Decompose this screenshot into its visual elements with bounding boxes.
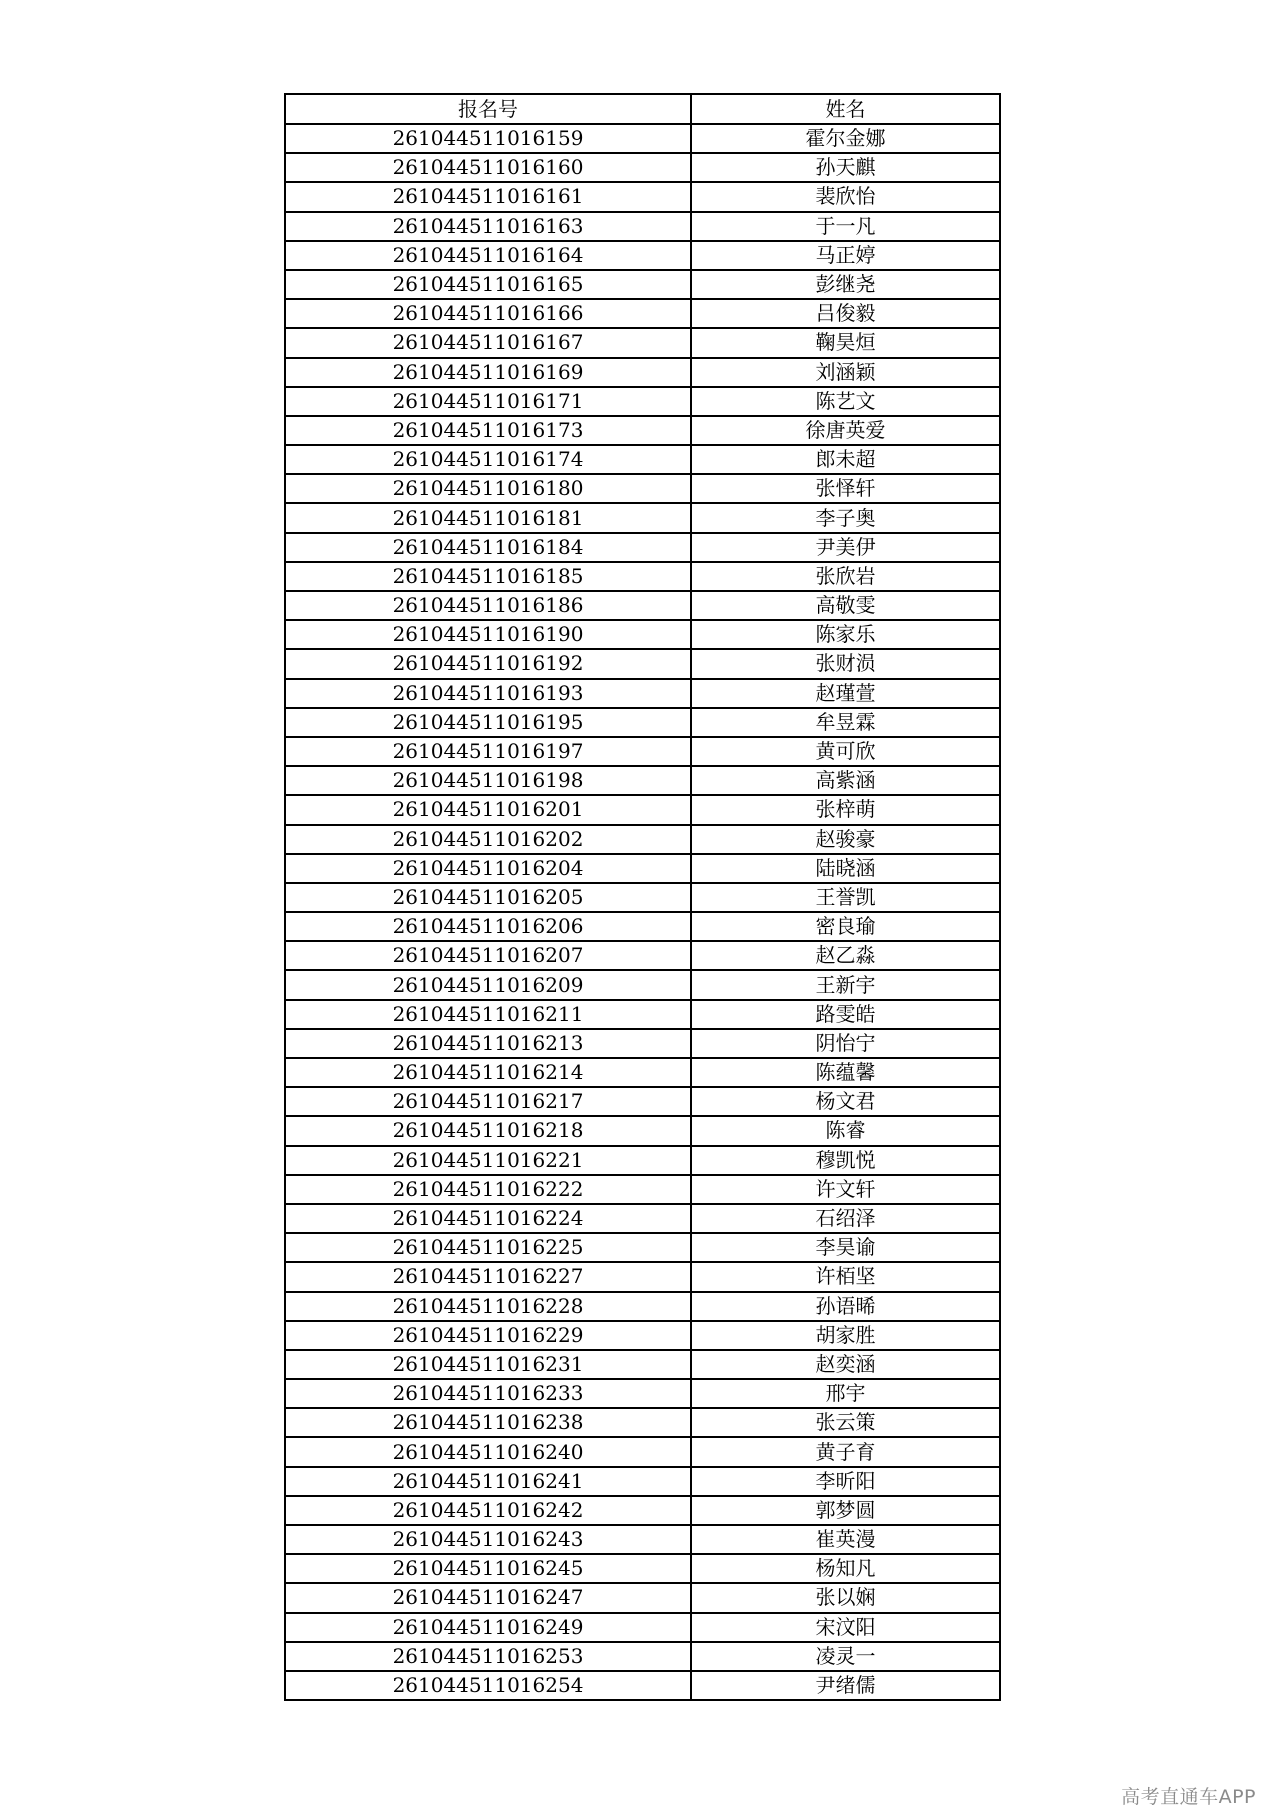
registration-number-cell: 261044511016195 [285, 708, 691, 737]
registration-number-cell: 261044511016214 [285, 1058, 691, 1087]
name-cell: 穆凯悦 [691, 1146, 1000, 1175]
table-row [285, 1204, 1000, 1233]
name-cell: 李昕阳 [691, 1467, 1000, 1496]
table-row [285, 737, 1000, 766]
name-cell: 许文轩 [691, 1175, 1000, 1204]
table-row [285, 795, 1000, 824]
table-row [285, 970, 1000, 999]
header-registration-number: 报名号 [285, 94, 691, 124]
name-cell: 陈蕴馨 [691, 1058, 1000, 1087]
name-cell: 许栢坚 [691, 1262, 1000, 1291]
table-row [285, 270, 1000, 299]
registration-number-cell: 261044511016217 [285, 1087, 691, 1116]
table-row [285, 1613, 1000, 1642]
name-cell: 路雯皓 [691, 1000, 1000, 1029]
registration-number-cell: 261044511016166 [285, 299, 691, 328]
registration-number-cell: 261044511016240 [285, 1437, 691, 1466]
registration-number-cell: 261044511016241 [285, 1467, 691, 1496]
table-row [285, 941, 1000, 970]
table-row [285, 1554, 1000, 1583]
table-row [285, 1671, 1000, 1700]
registration-number-cell: 261044511016190 [285, 620, 691, 649]
registration-number-cell: 261044511016197 [285, 737, 691, 766]
table-row [285, 1292, 1000, 1321]
watermark: 高考直通车APP [1121, 1786, 1256, 1808]
registration-number-cell: 261044511016228 [285, 1292, 691, 1321]
name-cell: 宋汶阳 [691, 1613, 1000, 1642]
table-row [285, 883, 1000, 912]
table-row [285, 1525, 1000, 1554]
table-row [285, 358, 1000, 387]
name-cell: 裴欣怡 [691, 182, 1000, 211]
name-cell: 刘涵颖 [691, 358, 1000, 387]
name-cell: 黄子育 [691, 1437, 1000, 1466]
registration-number-cell: 261044511016224 [285, 1204, 691, 1233]
table-row [285, 1642, 1000, 1671]
name-cell: 赵瑾萱 [691, 679, 1000, 708]
table-row [285, 1437, 1000, 1466]
name-cell: 王誉凯 [691, 883, 1000, 912]
name-cell: 赵乙淼 [691, 941, 1000, 970]
table-row [285, 620, 1000, 649]
registration-number-cell: 261044511016245 [285, 1554, 691, 1583]
registration-number-cell: 261044511016254 [285, 1671, 691, 1700]
registration-number-cell: 261044511016174 [285, 445, 691, 474]
table-row [285, 912, 1000, 941]
table-row [285, 1321, 1000, 1350]
name-cell: 高敬雯 [691, 591, 1000, 620]
registration-number-cell: 261044511016159 [285, 124, 691, 153]
registration-number-cell: 261044511016218 [285, 1116, 691, 1145]
name-cell: 王新宇 [691, 970, 1000, 999]
name-cell: 孙语晞 [691, 1292, 1000, 1321]
name-cell: 陆晓涵 [691, 854, 1000, 883]
name-cell: 赵奕涵 [691, 1350, 1000, 1379]
registration-number-cell: 261044511016202 [285, 825, 691, 854]
name-cell: 赵骏豪 [691, 825, 1000, 854]
registration-number-cell: 261044511016169 [285, 358, 691, 387]
registration-number-cell: 261044511016163 [285, 212, 691, 241]
table-row [285, 1029, 1000, 1058]
registration-number-cell: 261044511016161 [285, 182, 691, 211]
name-cell: 彭继尧 [691, 270, 1000, 299]
name-cell: 鞠昊烜 [691, 328, 1000, 357]
name-cell: 霍尔金娜 [691, 124, 1000, 153]
registration-number-cell: 261044511016233 [285, 1379, 691, 1408]
registration-number-cell: 261044511016204 [285, 854, 691, 883]
table-row [285, 766, 1000, 795]
table-row [285, 212, 1000, 241]
registration-number-cell: 261044511016185 [285, 562, 691, 591]
name-cell: 吕俊毅 [691, 299, 1000, 328]
name-cell: 邢宇 [691, 1379, 1000, 1408]
table-row [285, 708, 1000, 737]
registration-number-cell: 261044511016211 [285, 1000, 691, 1029]
registration-number-cell: 261044511016225 [285, 1233, 691, 1262]
table-row [285, 562, 1000, 591]
table-row [285, 1146, 1000, 1175]
table-row [285, 416, 1000, 445]
table-row [285, 854, 1000, 883]
registration-number-cell: 261044511016249 [285, 1613, 691, 1642]
registration-number-cell: 261044511016247 [285, 1583, 691, 1612]
name-cell: 徐唐英爱 [691, 416, 1000, 445]
table-row [285, 1058, 1000, 1087]
name-cell: 李昊谕 [691, 1233, 1000, 1262]
registration-number-cell: 261044511016229 [285, 1321, 691, 1350]
name-cell: 张欣岩 [691, 562, 1000, 591]
table-row [285, 679, 1000, 708]
table-row [285, 1175, 1000, 1204]
name-cell: 张财涢 [691, 649, 1000, 678]
registration-number-cell: 261044511016186 [285, 591, 691, 620]
registration-number-cell: 261044511016238 [285, 1408, 691, 1437]
table-row [285, 1379, 1000, 1408]
registration-number-cell: 261044511016165 [285, 270, 691, 299]
registration-number-cell: 261044511016231 [285, 1350, 691, 1379]
table-row [285, 153, 1000, 182]
name-cell: 陈艺文 [691, 387, 1000, 416]
table-row [285, 591, 1000, 620]
registration-number-cell: 261044511016181 [285, 503, 691, 532]
table-row [285, 474, 1000, 503]
registration-number-cell: 261044511016192 [285, 649, 691, 678]
table-row [285, 387, 1000, 416]
name-cell: 崔英漫 [691, 1525, 1000, 1554]
table-row [285, 1087, 1000, 1116]
table-row [285, 503, 1000, 532]
table-row [285, 124, 1000, 153]
registration-number-cell: 261044511016243 [285, 1525, 691, 1554]
table-row [285, 1116, 1000, 1145]
registration-number-cell: 261044511016184 [285, 533, 691, 562]
header-name: 姓名 [691, 94, 1000, 124]
table-row [285, 445, 1000, 474]
registration-number-cell: 261044511016173 [285, 416, 691, 445]
name-cell: 尹绪儒 [691, 1671, 1000, 1700]
table-row [285, 1262, 1000, 1291]
name-cell: 胡家胜 [691, 1321, 1000, 1350]
table-body [285, 124, 1000, 1700]
registration-number-cell: 261044511016207 [285, 941, 691, 970]
name-cell: 凌灵一 [691, 1642, 1000, 1671]
name-cell: 郭梦圆 [691, 1496, 1000, 1525]
name-cell: 郎未超 [691, 445, 1000, 474]
name-cell: 牟昱霖 [691, 708, 1000, 737]
table-row [285, 328, 1000, 357]
table-row [285, 1496, 1000, 1525]
registration-number-cell: 261044511016167 [285, 328, 691, 357]
registration-number-cell: 261044511016171 [285, 387, 691, 416]
name-cell: 黄可欣 [691, 737, 1000, 766]
registration-number-cell: 261044511016222 [285, 1175, 691, 1204]
table-row [285, 1000, 1000, 1029]
name-cell: 陈家乐 [691, 620, 1000, 649]
name-cell: 孙天麒 [691, 153, 1000, 182]
name-cell: 阴怡宁 [691, 1029, 1000, 1058]
name-cell: 于一凡 [691, 212, 1000, 241]
registration-number-cell: 261044511016206 [285, 912, 691, 941]
table-row [285, 1408, 1000, 1437]
name-cell: 陈睿 [691, 1116, 1000, 1145]
table-row [285, 299, 1000, 328]
table-row [285, 649, 1000, 678]
name-cell: 马正婷 [691, 241, 1000, 270]
table-row [285, 1583, 1000, 1612]
registration-number-cell: 261044511016221 [285, 1146, 691, 1175]
registration-number-cell: 261044511016253 [285, 1642, 691, 1671]
name-cell: 尹美伊 [691, 533, 1000, 562]
name-cell: 张以娴 [691, 1583, 1000, 1612]
name-cell: 张怿轩 [691, 474, 1000, 503]
registration-number-cell: 261044511016209 [285, 970, 691, 999]
registration-number-cell: 261044511016193 [285, 679, 691, 708]
name-cell: 杨文君 [691, 1087, 1000, 1116]
name-cell: 密良瑜 [691, 912, 1000, 941]
name-cell: 高紫涵 [691, 766, 1000, 795]
name-cell: 李子奥 [691, 503, 1000, 532]
table-row [285, 1467, 1000, 1496]
registration-number-cell: 261044511016160 [285, 153, 691, 182]
table-row [285, 533, 1000, 562]
table-row [285, 182, 1000, 211]
name-cell: 杨知凡 [691, 1554, 1000, 1583]
name-cell: 石绍泽 [691, 1204, 1000, 1233]
table-header-row [285, 94, 1000, 124]
table-row [285, 825, 1000, 854]
registration-number-cell: 261044511016213 [285, 1029, 691, 1058]
table-row [285, 1350, 1000, 1379]
registration-number-cell: 261044511016198 [285, 766, 691, 795]
registration-number-cell: 261044511016180 [285, 474, 691, 503]
name-cell: 张云策 [691, 1408, 1000, 1437]
admission-list-table [284, 93, 1001, 1701]
registration-number-cell: 261044511016205 [285, 883, 691, 912]
name-cell: 张梓萌 [691, 795, 1000, 824]
registration-number-cell: 261044511016242 [285, 1496, 691, 1525]
registration-number-cell: 261044511016227 [285, 1262, 691, 1291]
registration-number-cell: 261044511016164 [285, 241, 691, 270]
table-row [285, 1233, 1000, 1262]
table-row [285, 241, 1000, 270]
registration-number-cell: 261044511016201 [285, 795, 691, 824]
